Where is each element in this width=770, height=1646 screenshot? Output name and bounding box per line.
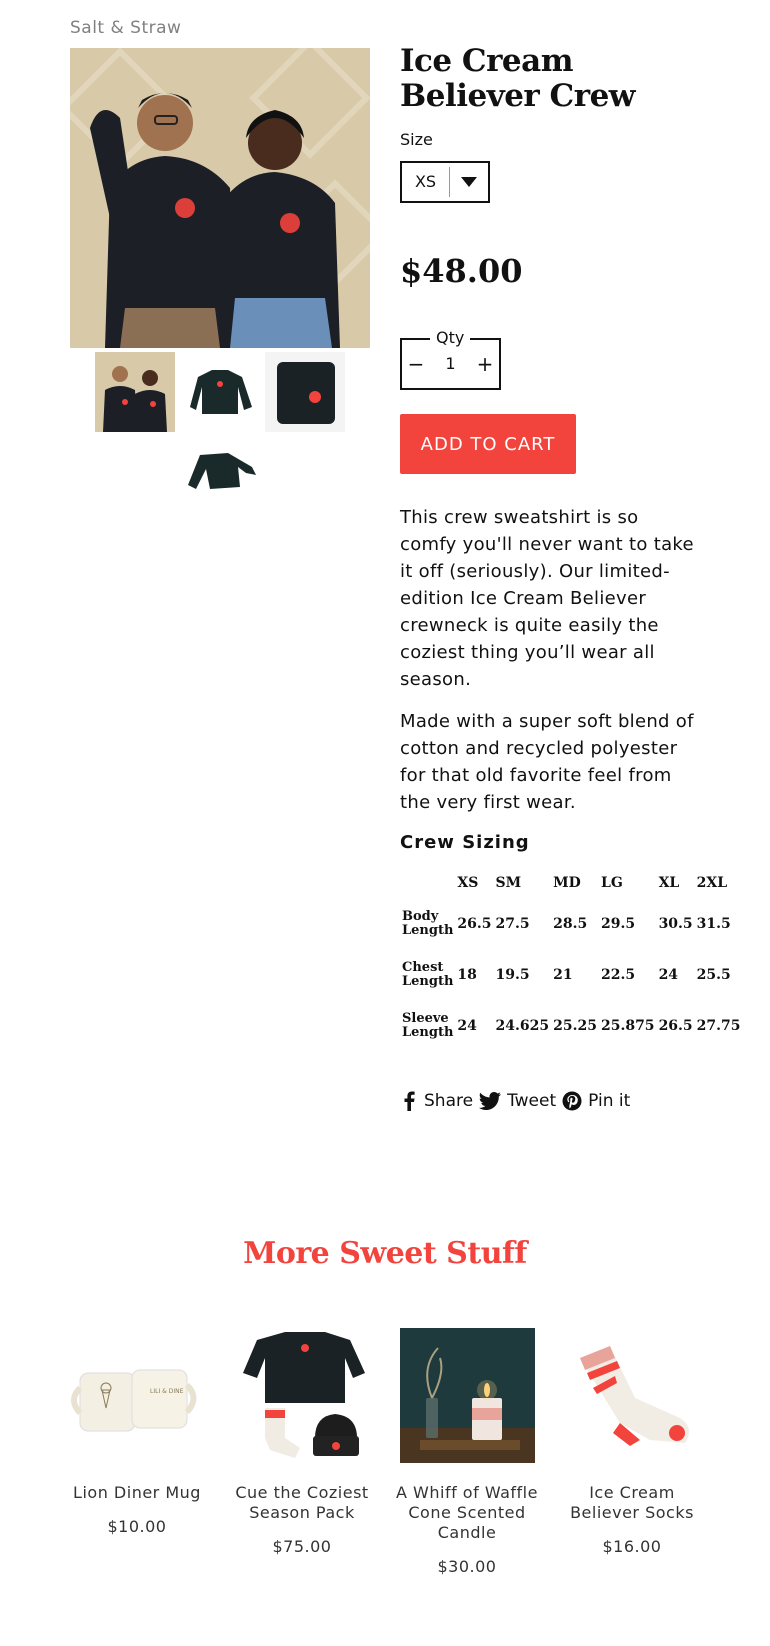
sizing-cell: 19.5 xyxy=(495,966,530,983)
product-price: $30.00 xyxy=(437,1557,497,1576)
sizing-cell: 24 xyxy=(658,966,679,983)
size-select[interactable] xyxy=(400,161,490,203)
share-facebook-link[interactable] xyxy=(400,1091,473,1111)
sizing-cell: 24.625 xyxy=(495,1017,550,1034)
sizing-cell: 29.5 xyxy=(600,915,636,932)
product-image[interactable] xyxy=(400,1328,535,1463)
sizing-header-cell: MD xyxy=(553,875,581,891)
sizing-cell: 25.875 xyxy=(600,1017,655,1034)
sizing-cell: 21 xyxy=(553,966,573,983)
related-section-title: More Sweet Stuff xyxy=(243,1236,527,1271)
vendor-name: Salt & Straw xyxy=(70,18,182,38)
sizing-cell: 22.5 xyxy=(600,966,636,983)
sizing-row-label: Sleeve Length xyxy=(402,1010,454,1040)
sizing-cell: 25.25 xyxy=(553,1017,597,1034)
product-description-2: Made with a super soft blend of cotton and recycled polyester for that old favorite feel from the very first wear. xyxy=(400,711,694,813)
share-twitter-link[interactable] xyxy=(479,1091,556,1111)
table-row xyxy=(400,898,743,949)
sizing-header-row xyxy=(400,868,743,898)
table-row xyxy=(400,1000,743,1051)
product-title: Ice Cream Believer Crew xyxy=(400,43,635,114)
share-facebook-label: Share xyxy=(424,1091,474,1111)
sizing-header-cell: SM xyxy=(495,875,522,891)
sizing-row-label: Chest Length xyxy=(402,959,454,989)
sizing-header-cell: 2XL xyxy=(696,875,728,891)
qty-plus-button[interactable]: + xyxy=(476,352,494,376)
twitter-icon xyxy=(479,1092,501,1110)
product-name[interactable]: Lion Diner Mug xyxy=(73,1483,201,1502)
sizing-cell: 18 xyxy=(457,966,477,983)
svg-text:LILI & DINE: LILI & DINE xyxy=(149,1388,183,1395)
product-price: $16.00 xyxy=(602,1537,662,1556)
facebook-icon xyxy=(400,1091,418,1111)
product-card-lion-diner-mug[interactable] xyxy=(62,1328,212,1536)
sizing-title: Crew Sizing xyxy=(400,832,530,853)
product-name[interactable]: A Whiff of Waffle Cone Scented Candle xyxy=(396,1483,538,1542)
product-name[interactable]: Ice Cream Believer Socks xyxy=(570,1483,694,1522)
product-card-candle[interactable] xyxy=(392,1328,542,1576)
pinterest-icon xyxy=(562,1091,582,1111)
product-name[interactable]: Cue the Coziest Season Pack xyxy=(235,1483,369,1522)
product-price: $10.00 xyxy=(107,1517,167,1536)
add-to-cart-button[interactable]: ADD TO CART xyxy=(400,414,576,474)
product-description-1: This crew sweatshirt is so comfy you'll never want to take it off (seriously). Our limited-edition Ice Cream Believer crewneck is quite easily the coziest thing you’ll wear all season. xyxy=(400,507,694,690)
sizing-header-cell xyxy=(400,868,455,898)
main-product-image[interactable] xyxy=(70,48,370,348)
sizing-header-cell: XS xyxy=(457,875,479,891)
thumbnail-3[interactable] xyxy=(265,352,345,432)
product-price: $48.00 xyxy=(400,252,523,290)
table-row xyxy=(400,949,743,1000)
sizing-cell: 25.5 xyxy=(696,966,731,983)
share-twitter-label: Tweet xyxy=(507,1091,557,1111)
size-label: Size xyxy=(400,130,433,149)
social-share xyxy=(400,1091,636,1111)
sizing-cell: 24 xyxy=(457,1017,477,1034)
share-pinterest-link[interactable] xyxy=(562,1091,630,1111)
sizing-cell: 27.5 xyxy=(495,915,530,932)
product-card-season-pack[interactable] xyxy=(227,1328,377,1556)
sizing-header-cell: LG xyxy=(600,875,623,891)
chevron-down-icon xyxy=(450,177,488,187)
sizing-cell: 26.5 xyxy=(457,915,492,932)
product-card-socks[interactable] xyxy=(557,1328,707,1556)
sizing-cell: 26.5 xyxy=(658,1017,693,1034)
sizing-table xyxy=(400,868,743,1051)
share-pinterest-label: Pin it xyxy=(588,1091,631,1111)
sizing-cell: 31.5 xyxy=(696,915,731,932)
qty-label: Qty xyxy=(430,328,470,347)
sizing-header-cell: XL xyxy=(658,875,680,891)
sizing-row-label: Body Length xyxy=(402,908,454,938)
sizing-cell: 28.5 xyxy=(553,915,588,932)
size-select-value: XS xyxy=(402,167,450,197)
thumbnail-1[interactable] xyxy=(95,352,175,432)
sizing-cell: 30.5 xyxy=(658,915,693,932)
product-price: $75.00 xyxy=(272,1537,332,1556)
product-image[interactable] xyxy=(235,1328,370,1463)
thumbnail-2[interactable] xyxy=(180,352,260,432)
quantity-stepper xyxy=(400,328,501,390)
qty-input[interactable]: 1 xyxy=(445,354,456,373)
product-image[interactable] xyxy=(70,1328,205,1463)
sizing-cell: 27.75 xyxy=(696,1017,741,1034)
thumbnail-4[interactable] xyxy=(180,437,260,517)
qty-minus-button[interactable]: − xyxy=(407,352,425,376)
product-image[interactable] xyxy=(565,1328,700,1463)
